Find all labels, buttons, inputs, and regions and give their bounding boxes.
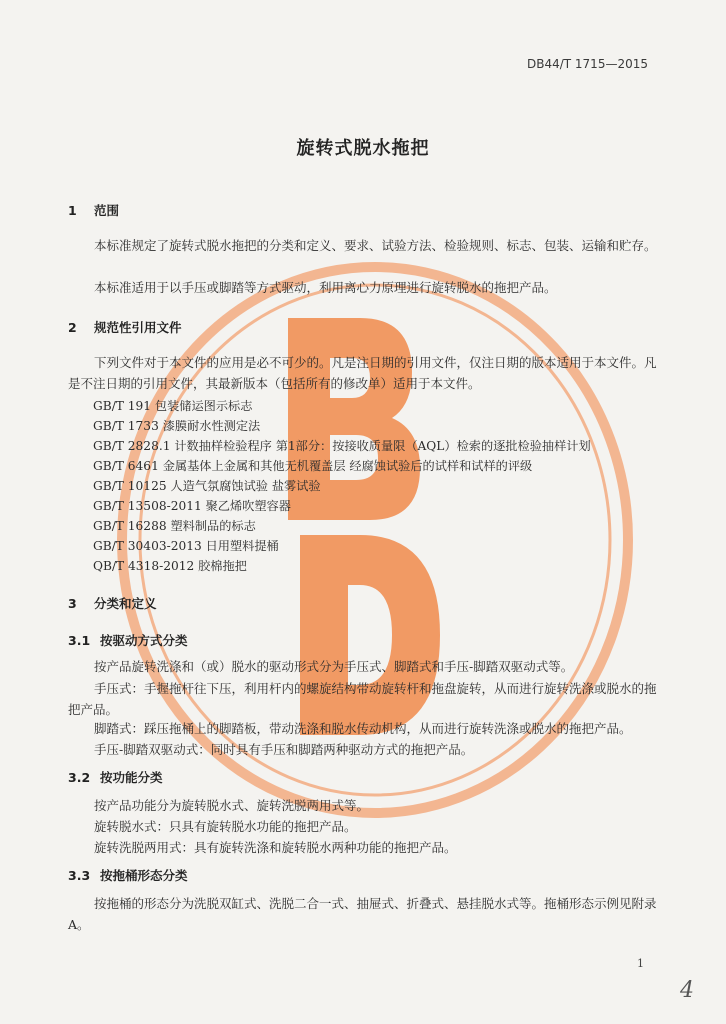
section-heading: 2 规范性引用文件 <box>68 320 182 335</box>
paragraph: 手压式：手握拖杆往下压，利用杆内的螺旋结构带动旋转杆和拖盘旋转，从而进行旋转洗涤或脱水的拖把产品。 <box>68 681 657 717</box>
reference-item: GB/T 191 包装储运图示标志 <box>93 399 253 413</box>
paragraph: 旋转脱水式：只具有旋转脱水功能的拖把产品。 <box>94 819 357 834</box>
paragraph: 本标准适用于以手压或脚踏等方式驱动，利用离心力原理进行旋转脱水的拖把产品。 <box>94 280 557 295</box>
paragraph: 脚踏式：踩压拖桶上的脚踏板，带动洗涤和脱水传动机构，从而进行旋转洗涤或脱水的拖把产品。 <box>94 721 632 736</box>
reference-item: QB/T 4318-2012 胶棉拖把 <box>93 559 247 573</box>
reference-item: GB/T 30403-2013 日用塑料提桶 <box>93 539 279 553</box>
paragraph: 按产品功能分为旋转脱水式、旋转洗脱两用式等。 <box>94 798 370 813</box>
subsection-heading: 3.3 按拖桶形态分类 <box>68 868 188 883</box>
paragraph: 按产品旋转洗涤和（或）脱水的驱动形式分为手压式、脚踏式和手压-脚踏双驱动式等。 <box>94 659 574 674</box>
standard-number: DB44/T 1715—2015 <box>526 57 648 71</box>
page-title: 旋转式脱水拖把 <box>296 138 430 159</box>
subsection-heading: 3.1 按驱动方式分类 <box>68 633 188 648</box>
reference-item: GB/T 10125 人造气氛腐蚀试验 盐雾试验 <box>93 479 321 493</box>
reference-item: GB/T 13508-2011 聚乙烯吹塑容器 <box>93 499 291 513</box>
reference-item: GB/T 1733 漆膜耐水性测定法 <box>93 419 261 433</box>
page-number: 1 <box>637 957 644 970</box>
section-heading: 1 范围 <box>68 203 120 218</box>
section-heading: 3 分类和定义 <box>68 596 157 611</box>
paragraph: 本标准规定了旋转式脱水拖把的分类和定义、要求、试验方法、检验规则、标志、包装、运输和贮存。 <box>94 238 657 253</box>
paragraph: 旋转洗脱两用式：具有旋转洗涤和旋转脱水两种功能的拖把产品。 <box>94 840 457 855</box>
paragraph: 下列文件对于本文件的应用是必不可少的。凡是注日期的引用文件，仅注日期的版本适用于本文件。凡是不注日期的引用文件，其最新版本（包括所有的修改单）适用于本文件。 <box>68 355 657 391</box>
reference-item: GB/T 2828.1 计数抽样检验程序 第1部分：按接收质量限（AQL）检索的逐批检验抽样计划 <box>93 439 591 453</box>
reference-item: GB/T 6461 金属基体上金属和其他无机覆盖层 经腐蚀试验后的试样和试样的评级 <box>93 459 533 473</box>
handwritten-number: 4 <box>680 978 694 1003</box>
paragraph: 按拖桶的形态分为洗脱双缸式、洗脱二合一式、抽屉式、折叠式、悬挂脱水式等。拖桶形态示例见附录A。 <box>68 896 657 932</box>
reference-item: GB/T 16288 塑料制品的标志 <box>93 519 256 533</box>
subsection-heading: 3.2 按功能分类 <box>68 770 163 785</box>
paragraph: 手压-脚踏双驱动式：同时具有手压和脚踏两种驱动方式的拖把产品。 <box>94 742 474 757</box>
